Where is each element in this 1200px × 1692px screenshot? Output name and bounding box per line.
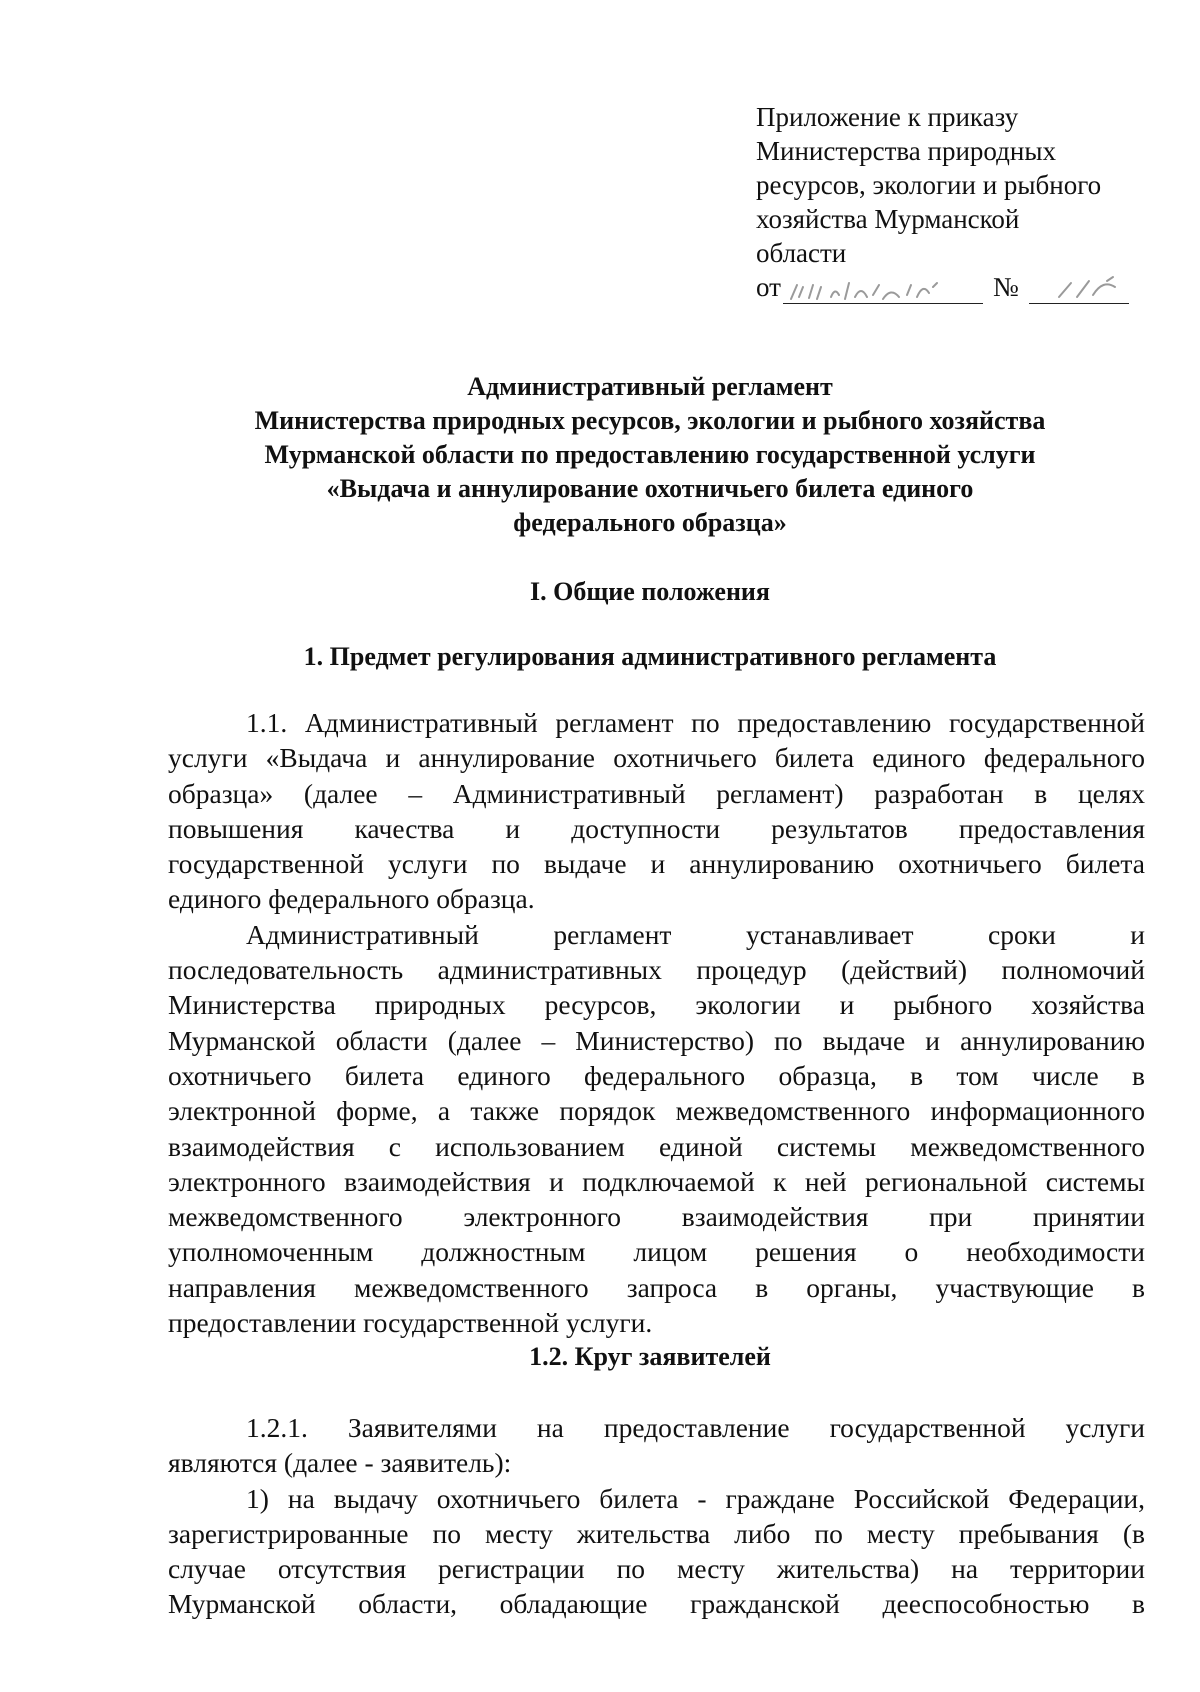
text-line: единого федерального образца.: [168, 883, 535, 915]
subsection-heading: 1. Предмет регулирования административного регламента: [303, 642, 997, 671]
text-line: последовательность административных процедур (действий) полномочий: [168, 954, 1145, 986]
text-line: образца» (далее – Административный регламент) разработан в целях: [168, 777, 1145, 809]
title-line: «Выдача и аннулирование охотничьего билета единого: [326, 474, 974, 503]
date-prefix: от: [756, 272, 781, 302]
text-line: уполномоченным должностным лицом решения о необходимости: [168, 1236, 1145, 1268]
text-line: взаимодействия с использованием единой системы межведомственного: [168, 1130, 1145, 1162]
text-line: Мурманской области, обладающие гражданской дееспособностью в: [168, 1588, 1145, 1620]
title-line: федерального образца»: [513, 508, 787, 537]
appendix-line: хозяйства Мурманской: [756, 204, 1020, 234]
text-line: Министерства природных ресурсов, экологии и рыбного хозяйства: [168, 989, 1145, 1021]
title-line: Административный регламент: [467, 372, 833, 401]
appendix-line: области: [756, 238, 847, 268]
text-line: направления межведомственного запроса в органы, участвующие в: [168, 1271, 1145, 1303]
number-label: №: [992, 272, 1019, 302]
title-line: Мурманской области по предоставлению государственной услуги: [264, 440, 1036, 469]
text-line: государственной услуги по выдаче и аннулированию охотничьего билета: [168, 848, 1145, 880]
subsection-heading: 1.2. Круг заявителей: [529, 1342, 771, 1371]
text-line: 1) на выдачу охотничьего билета - граждане Российской Федерации,: [246, 1482, 1145, 1514]
title-line: Министерства природных ресурсов, экологии и рыбного хозяйства: [254, 406, 1046, 435]
text-line: предоставлении государственной услуги.: [168, 1307, 653, 1339]
text-line: являются (далее - заявитель):: [168, 1447, 512, 1479]
order-number-field: [1029, 273, 1129, 304]
appendix-block: [756, 100, 1156, 304]
order-date-field: [783, 273, 983, 304]
text-line: охотничьего билета единого федерального образца, в том числе в: [168, 1059, 1145, 1091]
document-title: [150, 370, 1150, 540]
handwritten-date-signature: [783, 273, 983, 303]
paragraph-1-1: [168, 705, 1145, 1340]
appendix-line: Министерства природных: [756, 136, 1056, 166]
text-line: 1.1. Административный регламент по предоставлению государственной: [246, 707, 1145, 738]
text-line: случае отсутствия регистрации по месту жительства) на территории: [168, 1553, 1145, 1585]
text-line: 1.2.1. Заявителями на предоставление государственной услуги: [246, 1412, 1145, 1443]
text-line: повышения качества и доступности результатов предоставления: [168, 812, 1145, 844]
text-line: услуги «Выдача и аннулирование охотничьего билета единого федерального: [168, 742, 1145, 774]
text-line: межведомственного электронного взаимодействия при принятии: [168, 1201, 1145, 1233]
section-heading: I. Общие положения: [530, 577, 770, 606]
text-line: зарегистрированные по месту жительства либо по месту пребывания (в: [168, 1517, 1145, 1549]
appendix-line: Приложение к приказу: [756, 102, 1019, 132]
text-line: электронной форме, а также порядок межведомственного информационного: [168, 1095, 1145, 1127]
order-date-number-line: [756, 270, 1156, 304]
paragraph-1-2-1: [168, 1410, 1145, 1622]
text-line: Административный регламент устанавливает сроки и: [246, 918, 1145, 950]
appendix-line: ресурсов, экологии и рыбного: [756, 170, 1102, 200]
text-line: Мурманской области (далее – Министерство) по выдаче и аннулированию: [168, 1024, 1145, 1056]
handwritten-number-signature: [1029, 273, 1129, 303]
text-line: электронного взаимодействия и подключаемой к ней региональной системы: [168, 1165, 1145, 1197]
